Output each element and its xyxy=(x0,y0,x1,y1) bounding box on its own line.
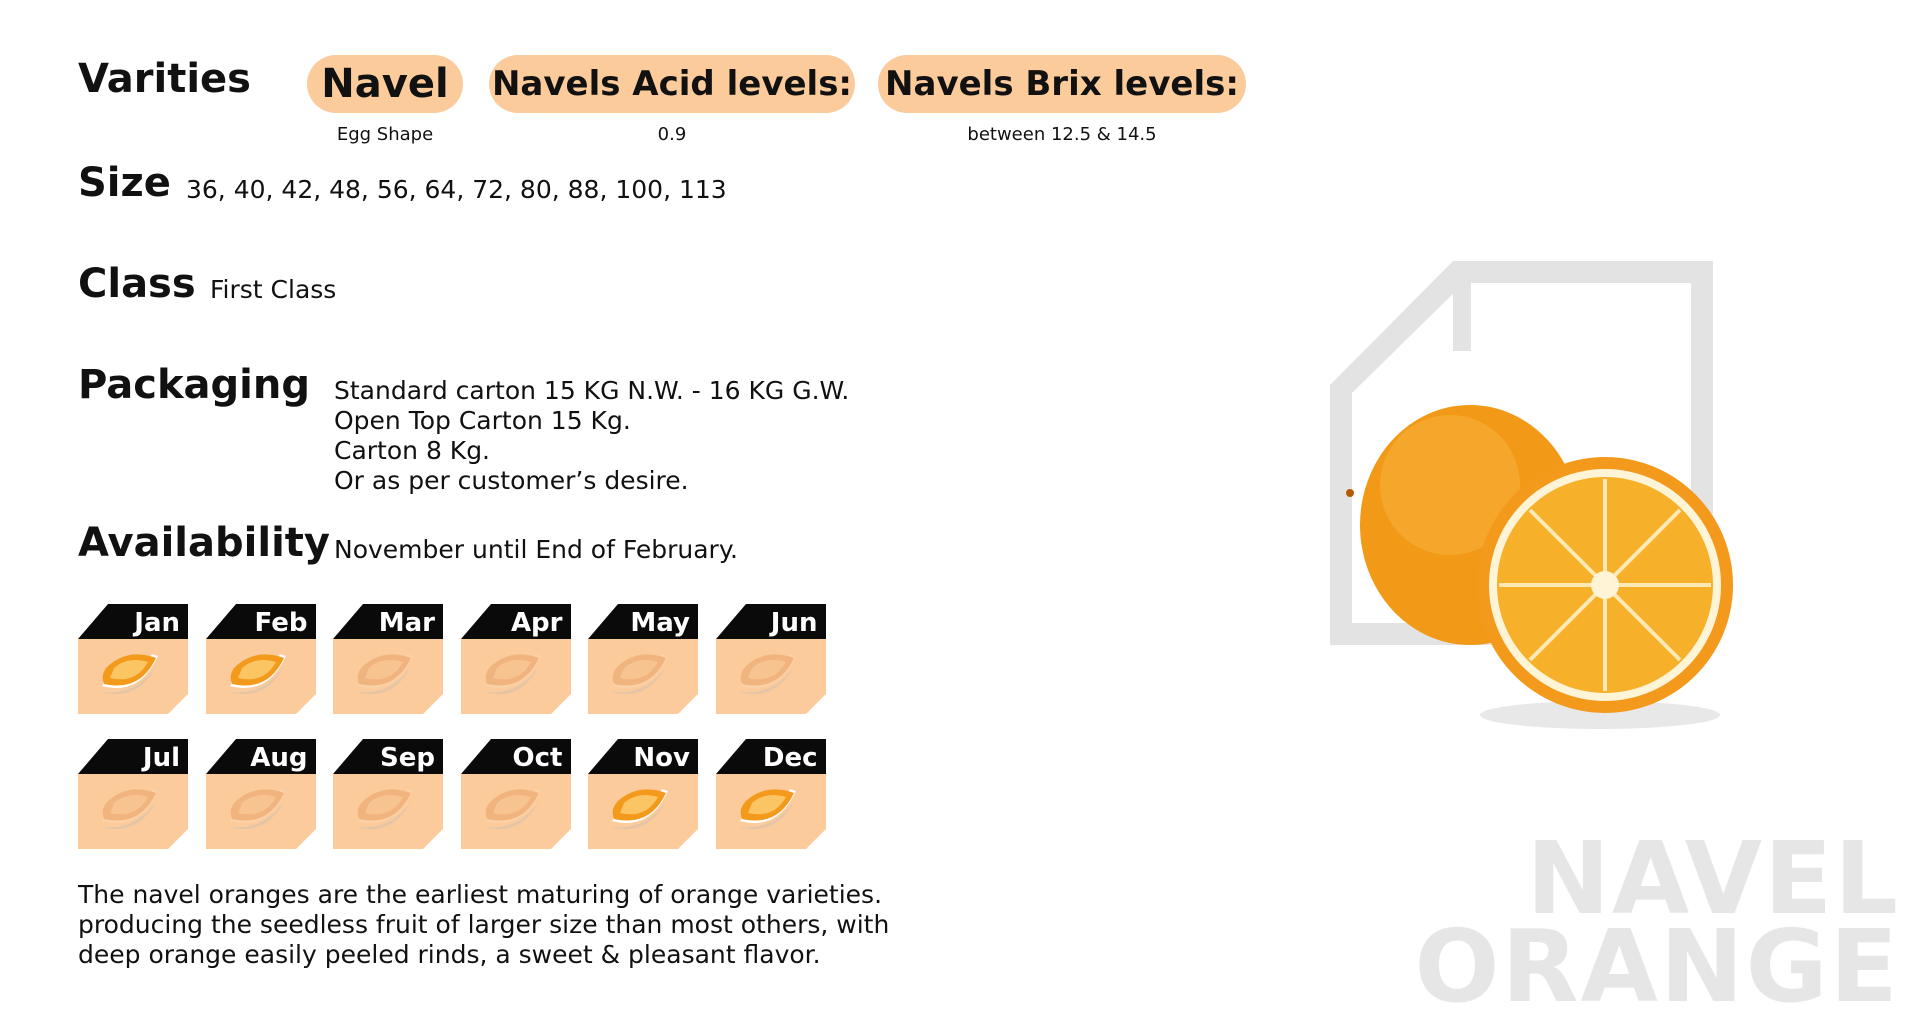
month-tile-nov xyxy=(588,739,698,849)
month-tile-mar xyxy=(333,604,443,714)
availability-heading: Availability xyxy=(78,520,330,566)
orange-illustration xyxy=(1320,255,1740,735)
packaging-line: Or as per customer’s desire. xyxy=(334,466,689,495)
month-tile-aug xyxy=(206,739,316,849)
month-label: Jul xyxy=(142,743,180,773)
month-tile-oct xyxy=(461,739,571,849)
month-label: Feb xyxy=(254,608,308,638)
packaging-line: Open Top Carton 15 Kg. xyxy=(334,406,631,435)
packaging-heading: Packaging xyxy=(78,362,310,408)
watermark-title xyxy=(1414,820,1901,1025)
month-tile-jun xyxy=(716,604,826,714)
watermark-line: ORANGE xyxy=(1414,908,1900,1025)
month-tile-jan xyxy=(78,604,188,714)
month-label: Oct xyxy=(512,743,563,773)
month-tile-dec xyxy=(716,739,826,849)
logo-notch xyxy=(1453,261,1471,351)
month-tile-may xyxy=(588,604,698,714)
description-line: producing the seedless fruit of larger size than most others, with xyxy=(78,910,890,939)
acid-level-value: 0.9 xyxy=(657,124,687,145)
pill-brix-levels: Navels Brix levels: xyxy=(878,55,1246,113)
brix-level-value: between 12.5 & 14.5 xyxy=(967,124,1157,145)
description-line: The navel oranges are the earliest maturing of orange varieties. xyxy=(78,880,883,909)
month-tile-feb xyxy=(206,604,316,714)
month-label: Nov xyxy=(633,743,690,773)
class-value: First Class xyxy=(210,275,337,304)
varieties-heading: Varities xyxy=(78,56,251,102)
month-label: Mar xyxy=(378,608,435,638)
packaging-line: Standard carton 15 KG N.W. - 16 KG G.W. xyxy=(334,376,850,405)
pill-acid-levels: Navels Acid levels: xyxy=(489,55,855,113)
month-tile-jul xyxy=(78,739,188,849)
month-label: Sep xyxy=(380,743,435,773)
availability-value: November until End of February. xyxy=(334,535,738,564)
description xyxy=(78,880,889,970)
month-label: Apr xyxy=(510,608,563,638)
size-values: 36, 40, 42, 48, 56, 64, 72, 80, 88, 100, 113 xyxy=(186,175,727,204)
packaging-lines xyxy=(334,376,849,496)
pill-navel: Navel xyxy=(307,55,463,113)
month-label: Jun xyxy=(770,608,818,638)
packaging-line: Carton 8 Kg. xyxy=(334,436,491,465)
month-tile-apr xyxy=(461,604,571,714)
month-label: Dec xyxy=(762,743,818,773)
watermark-line: NAVEL xyxy=(1526,820,1900,937)
class-heading: Class xyxy=(78,261,196,307)
description-line: deep orange easily peeled rinds, a sweet & pleasant flavor. xyxy=(78,940,821,969)
month-tile-sep xyxy=(333,739,443,849)
month-label: Jan xyxy=(134,608,180,638)
size-heading: Size xyxy=(78,160,171,206)
month-label: Aug xyxy=(250,743,308,773)
month-label: May xyxy=(630,608,690,638)
navel-shape: Egg Shape xyxy=(336,124,434,145)
